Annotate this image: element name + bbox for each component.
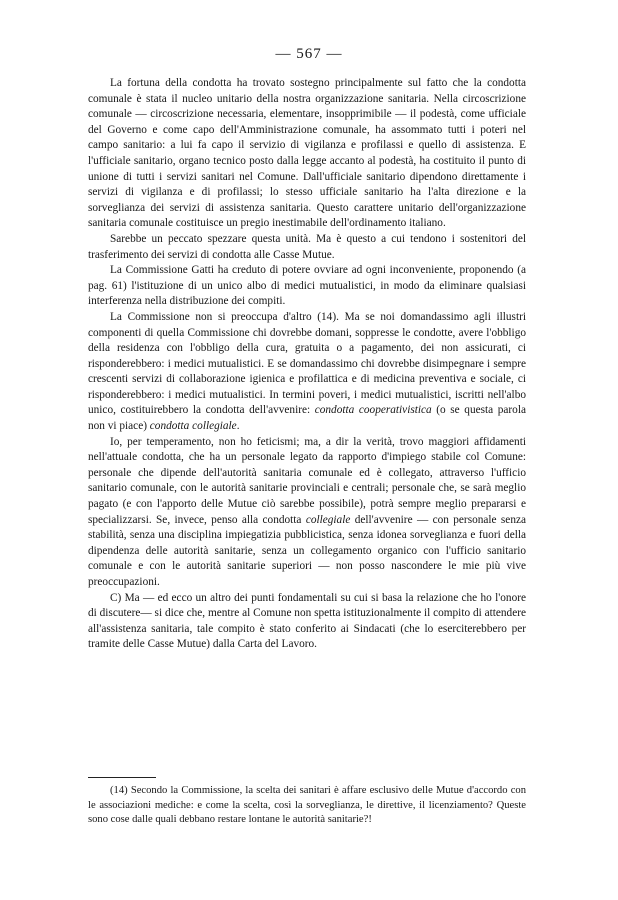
paragraph: La Commissione Gatti ha creduto di potere ovviare ad ogni inconveniente, proponendo (a pag. 61) l'istituzione di un unico albo di medici mutualistici, in modo da eliminare qualsiasi interferenza nella distribuzione dei compiti. [88, 264, 526, 308]
text-run: Io, per temperamento, non ho feticismi; ma, a dir la verità, trovo maggiori affidamenti nell'attuale condotta, che ha un personale legato da rapporto d'impiego stabile col Comune: personale che dipende dell'autorità sanitaria comunale ed è collegato, attraverso l'ufficio sanitario comunale, con le autorità sanitarie provinciali e centrali; personale che, se sarà meglio pagato (e con l'apporto delle Mutue ciò sarebbe possibile), potrà sempre meglio prepararsi e specializzarsi. Se, invece, penso alla condotta [88, 435, 526, 526]
paragraph: Sarebbe un peccato spezzare questa unità. Ma è questo a cui tendono i sostenitori del trasferimento dei servizi di condotta alle Casse Mutue. [88, 232, 526, 261]
paragraph [88, 435, 526, 591]
text-run: (o se questa parola non vi piace) [88, 404, 526, 433]
text-run: dell'avvenire — con personale senza stabilità, senza una disciplina impiegatizia pubblicistica, senza idonea sorveglianza e fuori della dipendenza delle autorità sanitarie, senza un collegamento organico con l'ufficio sanitario comunale e con le autorità sanitarie superiori — non posso nascondere le mie più vive preoccupazioni. [88, 513, 526, 588]
text-run: La Commissione non si preoccupa d'altro (14). Ma se noi domandassimo agli illustri componenti di quella Commissione chi dovrebbe domani, soppresse le condotte, avere l'obbligo della residenza con l'obbligo della cura, gratuita o a pagamento, dei non assicurati, ci risponderebbero: i medici mutualistici. E se domandassimo chi dovrebbe disimpegnare i sempre crescenti servizi di collaborazione igienica e profilattica e di medicina preventiva e sociale, ci risponderebbero: i medici mutualistici. In termini poveri, i medici mutualistici, iscritti nell'albo unico, costituirebbero la condotta dell'avvenire: [88, 310, 526, 417]
footnote [88, 784, 526, 828]
paragraph: La fortuna della condotta ha trovato sostegno principalmente sul fatto che la condotta comunale è stata il nucleo unitario della nostra organizzazione sanitaria. Nella circoscrizione comunale — circoscrizione necessaria, elementare, insopprimibile — il podestà, come ufficiale del Governo e come capo dell'Amministrazione comunale, ha assommato tutti i poteri nel campo sanitario: a lui fa capo il servizio di vigilanza e profilassi e quello di assistenza. E l'ufficiale sanitario, organo tecnico posto dalla legge accanto al podestà, ha costituito il punto di unione di tutti i servizi sanitari nel Comune. Dall'ufficiale sanitario dipendono direttamente i servizi di vigilanza e di profilassi; lo stesso ufficiale sanitario ha l'alta direzione e la sorveglianza dei servizi di assistenza sanitaria. Questo carattere unitario dell'organizzazione sanitaria comunale costituisce un pregio inestimabile dell'ordinamento italiano. [88, 77, 526, 230]
footnote-divider [88, 777, 156, 778]
italic-term: collegiale [305, 513, 351, 526]
text-run: . [236, 420, 240, 433]
paragraph [88, 310, 526, 435]
italic-term: condotta collegiale [149, 420, 237, 433]
italic-term: condotta cooperativistica [314, 404, 432, 417]
page-number: — 567 — [275, 46, 343, 62]
paragraph: C) Ma — ed ecco un altro dei punti fondamentali su cui si basa la relazione che ho l'onore di discutere— si dice che, mentre al Comune non spetta istituzionalmente il compito di attendere all'assistenza sanitaria, tale compito è stato conferito ai Sindacati (che lo eserciterebbero per tramite delle Casse Mutue) dalla Carta del Lavoro. [88, 591, 526, 651]
body-text [88, 76, 526, 653]
footnote-text: (14) Secondo la Commissione, la scelta dei sanitari è affare esclusivo delle Mutue d'accordo con le associazioni mediche: e come la scelta, così la sorveglianza, le direttive, il licenziamento? Queste sono cose dalle quali debbano restare lontane le autorità sanitarie?! [88, 785, 526, 826]
